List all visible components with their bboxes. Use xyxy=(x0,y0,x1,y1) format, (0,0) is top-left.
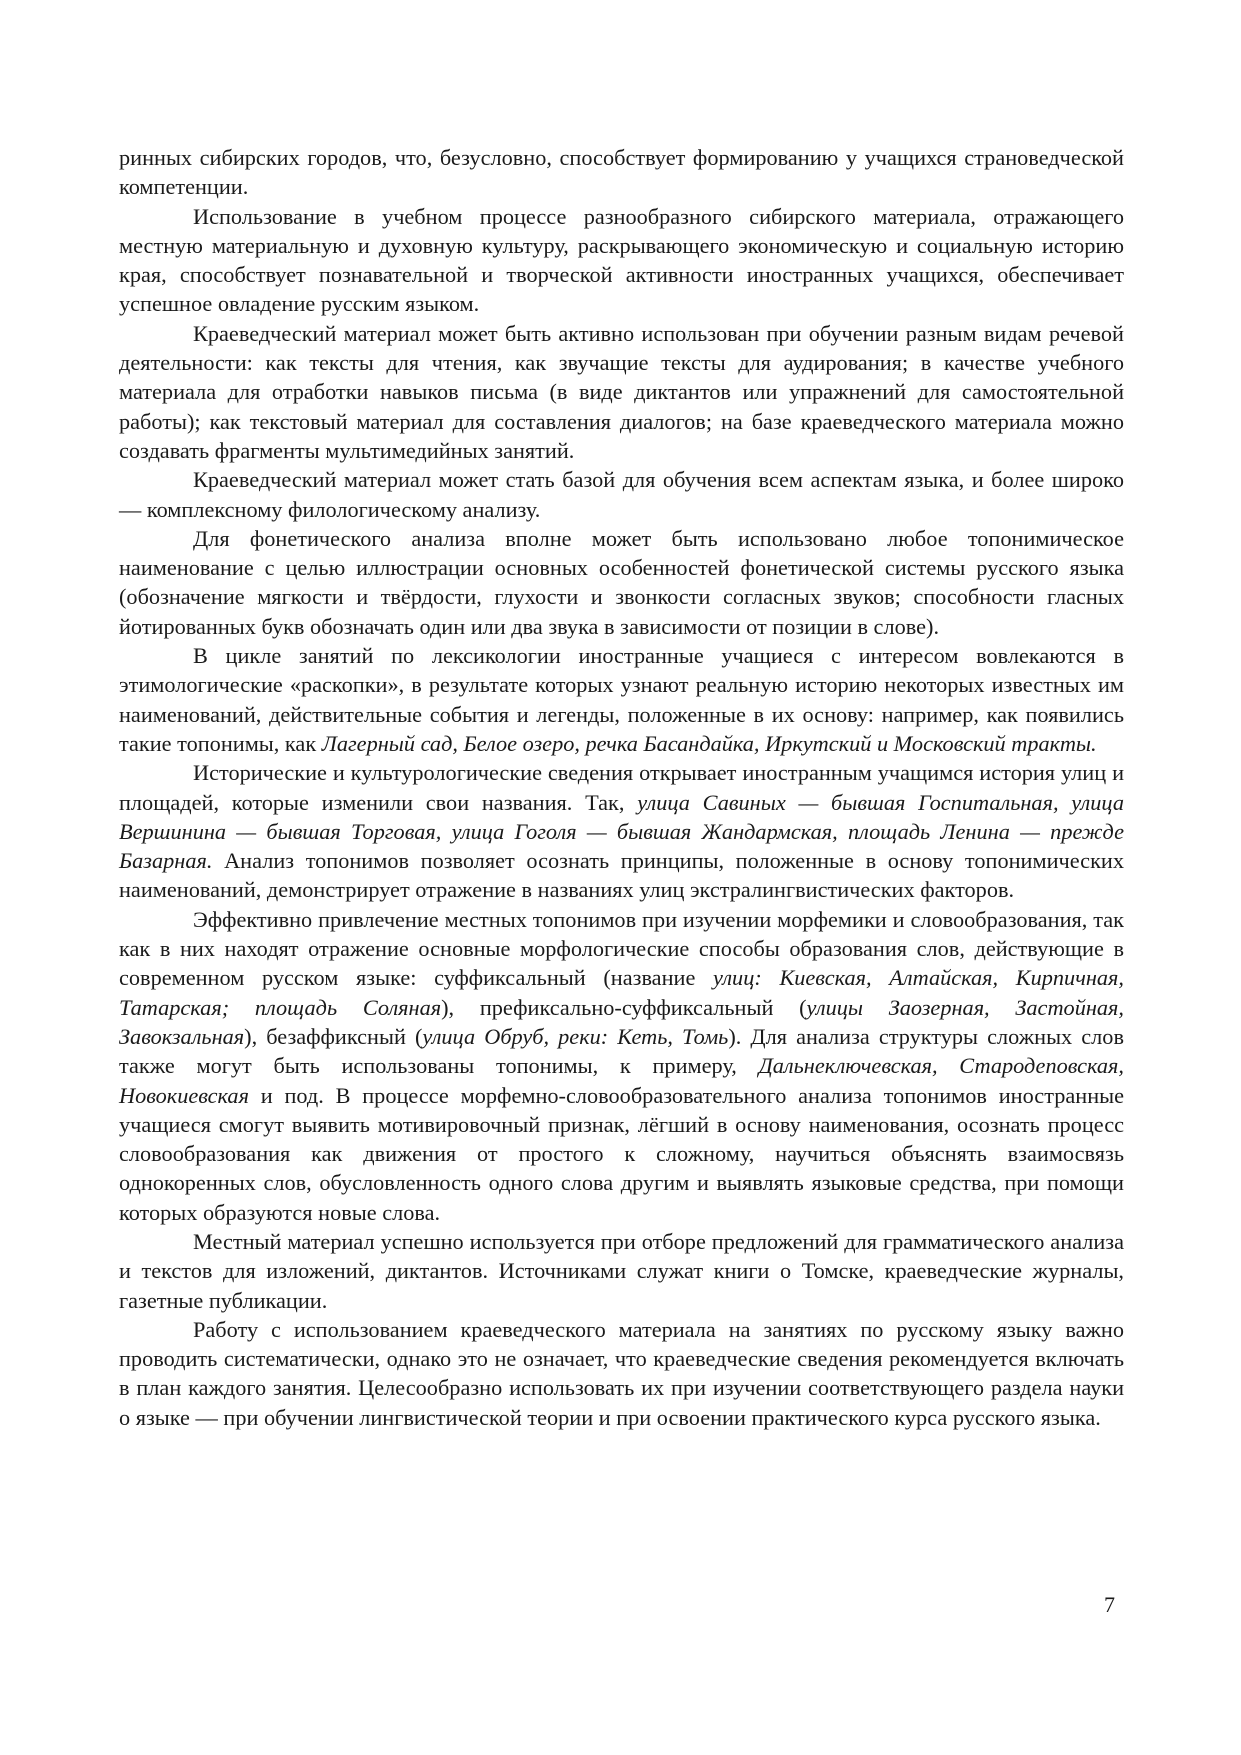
paragraph xyxy=(119,758,1124,904)
text-run: Краеведческий материал может стать базой для обучения всем аспектам языка, и более широко — комплексному филологическому анализу. xyxy=(119,467,1124,522)
italic-text-run: улица Обруб, реки: Кеть, Томь xyxy=(422,1023,729,1049)
italic-text-run: улица Савиных — бывшая Госпитальная, улица Вершинина — бывшая Торговая, улица Гоголя — бывшая Жандармская, площадь Ленина — прежде Базарная. xyxy=(119,789,1124,874)
italic-text-run: улицы Заозерная, Застойная, Завокзальная xyxy=(119,994,1124,1049)
italic-text-run: Дальнеключевская, Стародеповская, Новокиевская xyxy=(119,1053,1124,1108)
paragraph xyxy=(119,1315,1124,1432)
paragraph xyxy=(119,319,1124,465)
paragraph xyxy=(119,641,1124,758)
page-body xyxy=(119,143,1124,1432)
text-run: Исторические и культурологические сведения открывает иностранным учащимся история улиц и площадей, которые изменили свои названия. Так, xyxy=(119,760,1124,815)
text-run: Анализ топонимов позволяет осознать принципы, положенные в основу топонимических наименований, демонстрирует отражение в названиях улиц экстралингвистических факторов. xyxy=(119,848,1124,903)
text-run: В цикле занятий по лексикологии иностранные учащиеся с интересом вовлекаются в этимологические «раскопки», в результате которых узнают реальную историю некоторых известных им наименований, действительные события и легенды, положенные в их основу: например, как появились такие топонимы, как xyxy=(119,643,1124,756)
page-number: 7 xyxy=(1104,1592,1115,1617)
text-run: ). Для анализа структуры сложных слов также могут быть использованы топонимы, к примеру, xyxy=(119,1023,1124,1079)
text-run: ринных сибирских городов, что, безусловно, способствует формированию у учащихся страноведческой компетенции. xyxy=(119,145,1124,200)
paragraph xyxy=(119,202,1124,319)
text-run: ), безаффиксный ( xyxy=(244,1023,423,1049)
text-run: Эффективно привлечение местных топонимов при изучении морфемики и словообразования, так как в них находят отражение основные морфологические способы образования слов, действующие в современном русском языке: суффиксальный (название xyxy=(119,906,1124,991)
paragraph xyxy=(119,524,1124,641)
text-run: и под. В процессе морфемно-словообразовательного анализа топонимов иностранные учащиеся смогут выявить мотивировочный признак, лёгший в основу наименования, осознать процесс словообразования как движения от простого к сложному, научиться объяснять взаимосвязь однокоренных слов, обусловленность одного слова другим и выявлять языковые средства, при помощи которых образуются новые слова. xyxy=(119,1082,1124,1225)
text-run: Местный материал успешно используется при отборе предложений для грамматического анализа и текстов для изложений, диктантов. Источниками служат книги о Томске, краеведческие журналы, газетные публикации. xyxy=(119,1228,1124,1313)
paragraph xyxy=(119,905,1124,1227)
text-run: Краеведческий материал может быть активно использован при обучении разным видам речевой деятельности: как тексты для чтения, как звучащие тексты для аудирования; в качестве учебного материала для отработки навыков письма (в виде диктантов или упражнений для самостоятельной работы); как текстовый материал для составления диалогов; на базе краеведческого материала можно создавать фрагменты мультимедийных занятий. xyxy=(119,320,1124,463)
text-run: Для фонетического анализа вполне может быть использовано любое топонимическое наименование с целью иллюстрации основных особенностей фонетической системы русского языка (обозначение мягкости и твёрдости, глухости и звонкости согласных звуков; способности гласных йотированных букв обозначать один или два звука в зависимости от позиции в слове). xyxy=(119,525,1124,639)
italic-text-run: Лагерный сад, Белое озеро, речка Басандайка, Иркутский и Московский тракты. xyxy=(321,730,1097,756)
italic-text-run: улиц: Киевская, Алтайская, Кирпичная, Татарская; площадь Соляная xyxy=(119,965,1124,1020)
paragraph xyxy=(119,1227,1124,1315)
text-run: ), префиксально-суффиксальный ( xyxy=(441,994,807,1020)
paragraph xyxy=(119,143,1124,202)
paragraph xyxy=(119,465,1124,524)
text-run: Использование в учебном процессе разнообразного сибирского материала, отражающего местную материальную и духовную культуру, раскрывающего экономическую и социальную историю края, способствует познавательной и творческой активности иностранных учащихся, обеспечивает успешное овладение русским языком. xyxy=(119,203,1124,317)
text-run: Работу с использованием краеведческого материала на занятиях по русскому языку важно проводить систематически, однако это не означает, что краеведческие сведения рекомендуется включать в план каждого занятия. Целесообразно использовать их при изучении соответствующего раздела науки о языке — при обучении лингвистической теории и при освоении практического курса русского языка. xyxy=(119,1316,1124,1430)
